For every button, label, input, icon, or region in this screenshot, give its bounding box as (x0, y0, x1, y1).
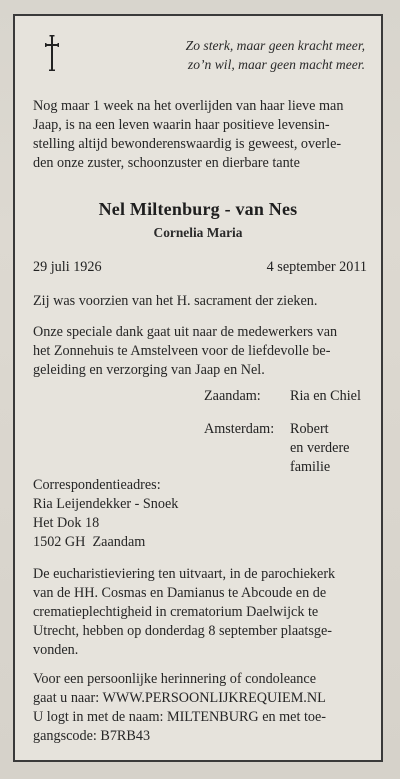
motto-line: Zo sterk, maar geen kracht meer, (185, 38, 365, 53)
text-line: Jaap, is na een leven waarin haar positieve levensin- (33, 117, 330, 133)
relative-place: Amsterdam: (204, 421, 275, 437)
text-line: vonden. (33, 642, 79, 658)
text-line: Voor een persoonlijke herinnering of condoleance (33, 671, 316, 687)
service-paragraph (33, 565, 367, 660)
address-line: 1502 GH Zaandam (33, 534, 146, 550)
deceased-name: Nel Miltenburg - van Nes (98, 199, 298, 219)
relative-name: en verdere familie (290, 440, 350, 475)
text-line: den onze zuster, schoonzuster en dierbare tante (33, 155, 300, 171)
birth-date: 29 juli 1926 (33, 259, 102, 275)
deceased-given-names: Cornelia Maria (153, 225, 243, 240)
correspondence-address (33, 476, 178, 552)
address-line: Ria Leijendekker - Snoek (33, 496, 179, 512)
relative-place: Zaandam: (204, 388, 261, 404)
address-line: Correspondentieadres: (33, 477, 161, 493)
online-condolence-paragraph (33, 670, 367, 746)
death-date: 4 september 2011 (266, 259, 367, 275)
text-line: De eucharistieviering ten uitvaart, in de parochiekerk (33, 566, 336, 582)
relative-name: Ria en Chiel (290, 388, 361, 404)
text-line: Nog maar 1 week na het overlijden van haar lieve man (33, 98, 344, 114)
text-line: Onze speciale dank gaat uit naar de medewerkers van (33, 324, 338, 340)
text-line: gaat u naar: WWW.PERSOONLIJKREQUIEM.NL (33, 690, 326, 706)
motto (186, 36, 365, 74)
text-line: van de HH. Cosmas en Damianus te Abcoude en de (33, 585, 327, 601)
relative-name: Robert (290, 421, 329, 437)
latin-cross-icon (45, 35, 59, 71)
text-line: het Zonnehuis te Amstelveen voor de liefdevolle be- (33, 343, 331, 359)
life-dates (33, 259, 367, 276)
motto-line: zo’n wil, maar geen macht meer. (187, 57, 365, 72)
text-line: gangscode: B7RB43 (33, 728, 151, 744)
sacrament-text: Zij was voorzien van het H. sacrament der zieken. (33, 293, 318, 309)
address-line: Het Dok 18 (33, 515, 100, 531)
intro-paragraph (33, 97, 367, 173)
thanks-paragraph (33, 323, 367, 380)
relative-names (290, 387, 361, 406)
text-line: crematieplechtigheid in crematorium Daelwijck te (33, 604, 319, 620)
text-line: geleiding en verzorging van Jaap en Nel. (33, 362, 265, 378)
text-line: stelling altijd bewonderenswaardig is geweest, overle- (33, 136, 342, 152)
text-line: U logt in met de naam: MILTENBURG en met toe- (33, 709, 327, 725)
relative-names (290, 420, 381, 477)
death-notice (13, 14, 383, 762)
text-line: Utrecht, hebben op donderdag 8 september plaatsge- (33, 623, 333, 639)
